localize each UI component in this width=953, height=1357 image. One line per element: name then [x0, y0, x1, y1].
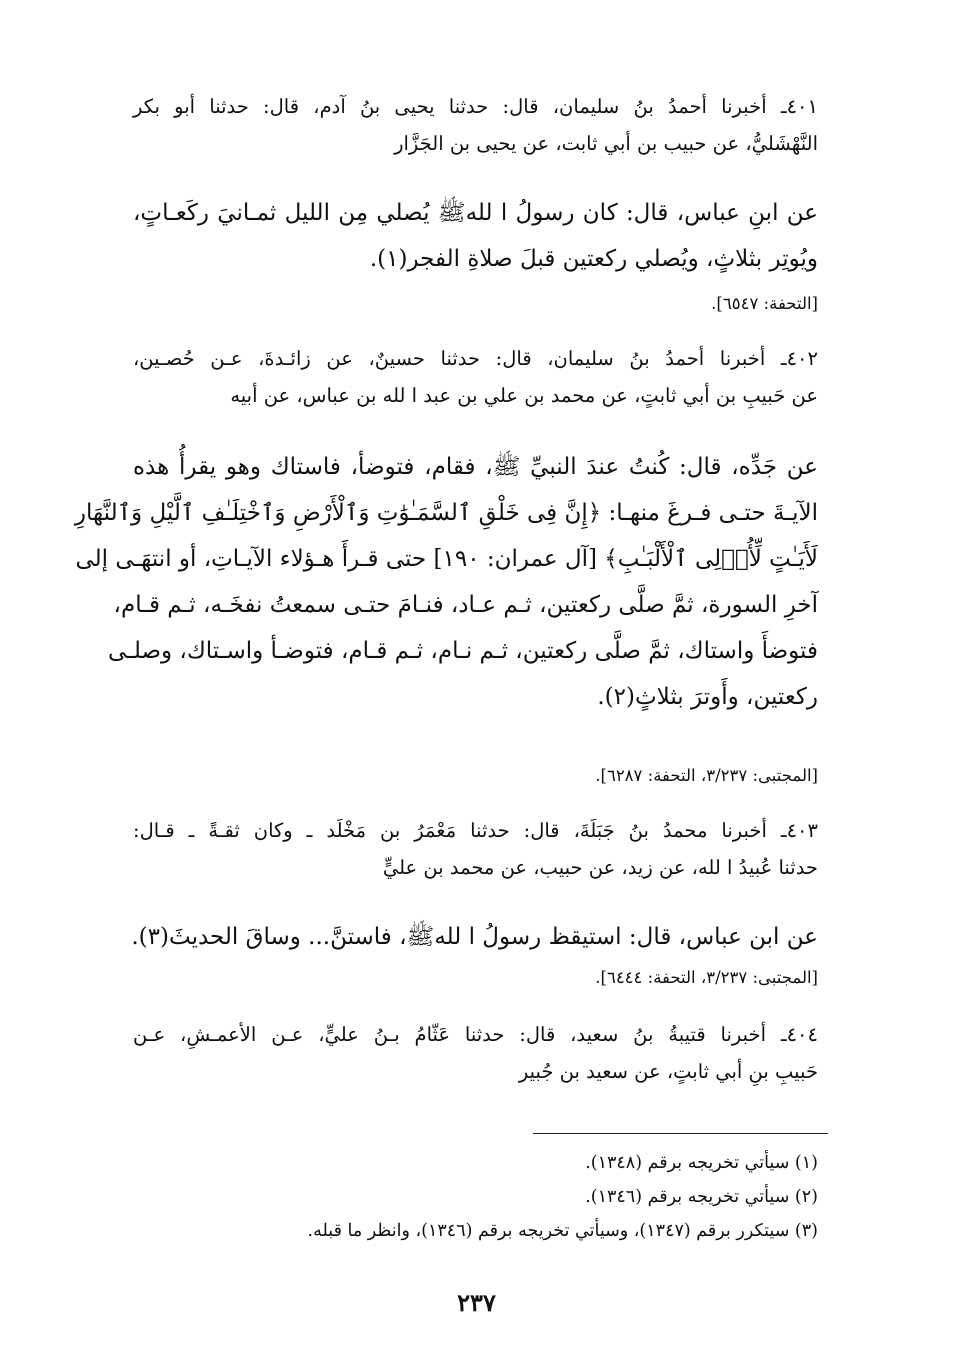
- page-number: ٢٣٧: [457, 1288, 496, 1317]
- hadith-403-reference: [المجتبى: ٣/٢٣٧، التحفة: ٦٤٤٤].: [595, 968, 818, 987]
- footnote-3: (٣) سيتكرر برقم (١٣٤٧)، وسيأتي تخريجه برقم (١٣٤٦)، وانظر ما قبله.: [307, 1221, 818, 1241]
- matn-line: عن ابن عباس، قال: استيقظ رسولُ ا للهﷺ، فاستنَّ... وساقَ الحديثَ(٣).: [131, 924, 818, 950]
- hadith-401-matn: [133, 190, 818, 282]
- matn-line: لَأَيَـٰتٍ لِّأُو۟لِى ٱلْأَلْبَـٰبِ﴾ [آل عمران: ١٩٠] حتى قـرأَ هـؤلاء الآيـاتِ، أو انتهَـى إلى: [75, 546, 818, 572]
- hadith-401-reference: [التحفة: ٦٥٤٧].: [711, 294, 818, 313]
- isnad-line: ٤٠٢ـ أخبرنا أحمدُ بنُ سليمان، قال: حدثنا حسينٌ، عن زائـدةَ، عـن حُصـين،: [133, 347, 818, 370]
- isnad-line: ٤٠١ـ أخبرنا أحمدُ بنُ سليمان، قال: حدثنا يحيى بنُ آدم، قال: حدثنا أبو بكر: [133, 95, 818, 118]
- matn-line: ركعتين، وأَوترَ بثلاثٍ(٢).: [597, 684, 818, 710]
- hadith-401-isnad: [133, 88, 818, 162]
- isnad-line: ٤٠٤ـ أخبرنا قتيبةُ بنُ سعيد، قال: حدثنا عَثّامُ بـنُ عليٍّ، عـن الأعمـشِ، عـن: [133, 1023, 818, 1046]
- matn-line: عن ابنِ عباس، قال: كان رسولُ ا للهﷺ يُصلي مِن الليل ثمـانيَ ركَعـاتٍ،: [133, 200, 818, 226]
- hadith-402-matn: [74, 444, 818, 720]
- isnad-line: حَبيبِ بنِ أبي ثابتٍ، عن سعيد بن جُبير: [518, 1060, 818, 1083]
- isnad-line: عن حَبيبِ بن أبي ثابتٍ، عن محمد بن علي بن عبد ا لله بن عباس، عن أبيه: [230, 384, 818, 407]
- matn-line: آخرِ السورة، ثمَّ صلَّى ركعتين، ثـم عـاد، فنـامَ حتـى سمعتُ نفخَـه، ثـم قـام،: [113, 592, 818, 618]
- isnad-line: النَّهْشَليُّ، عن حبيب بن أبي ثابت، عن يحيى بن الجَزَّار: [394, 132, 818, 155]
- isnad-line: ٤٠٣ـ أخبرنا محمدُ بنُ جَبَلَةَ، قال: حدثنا مَعْمَرُ بن مَخْلَد ـ وكان ثقـةً ـ قـال:: [133, 819, 818, 842]
- hadith-402-reference: [المجتبى: ٣/٢٣٧، التحفة: ٦٢٨٧].: [595, 766, 818, 785]
- hadith-404-isnad: [133, 1016, 818, 1090]
- hadith-403-isnad: [133, 812, 818, 886]
- hadith-402-isnad: [133, 340, 818, 414]
- footnote-2: (٢) سيأتي تخريجه برقم (١٣٤٦).: [585, 1187, 818, 1207]
- matn-line: عن جَدِّه، قال: كُنتُ عندَ النبيِّ ﷺ، فقام، فتوضأ، فاستاك وهو يقرأُ هذه: [133, 454, 818, 480]
- matn-line: ويُوتِر بثلاثٍ، ويُصلي ركعتين قبلَ صلاةِ الفجر(١).: [369, 246, 818, 272]
- footnotes: [218, 1146, 818, 1248]
- isnad-line: حدثنا عُبيدُ ا لله، عن زيد، عن حبيب، عن محمد بن عليٍّ: [382, 856, 818, 879]
- footnote-1: (١) سيأتي تخريجه برقم (١٣٤٨).: [585, 1153, 818, 1173]
- footnote-divider: [533, 1133, 828, 1134]
- hadith-403-matn: [133, 914, 818, 960]
- matn-line: الآيـةَ حتـى فـرغَ منهـا: ﴿إِنَّ فِى خَلْقِ ٱلسَّمَـٰوَٰتِ وَٱلْأَرْضِ وَٱخْتِلَـٰفِ ٱلَّيْلِ وَٱلنَّهَارِ: [74, 500, 818, 526]
- matn-line: فتوضأَ واستاك، ثمَّ صلَّى ركعتين، ثـم نـام، ثـم قـام، فتوضـأ واسـتاك، وصلـى: [107, 638, 818, 664]
